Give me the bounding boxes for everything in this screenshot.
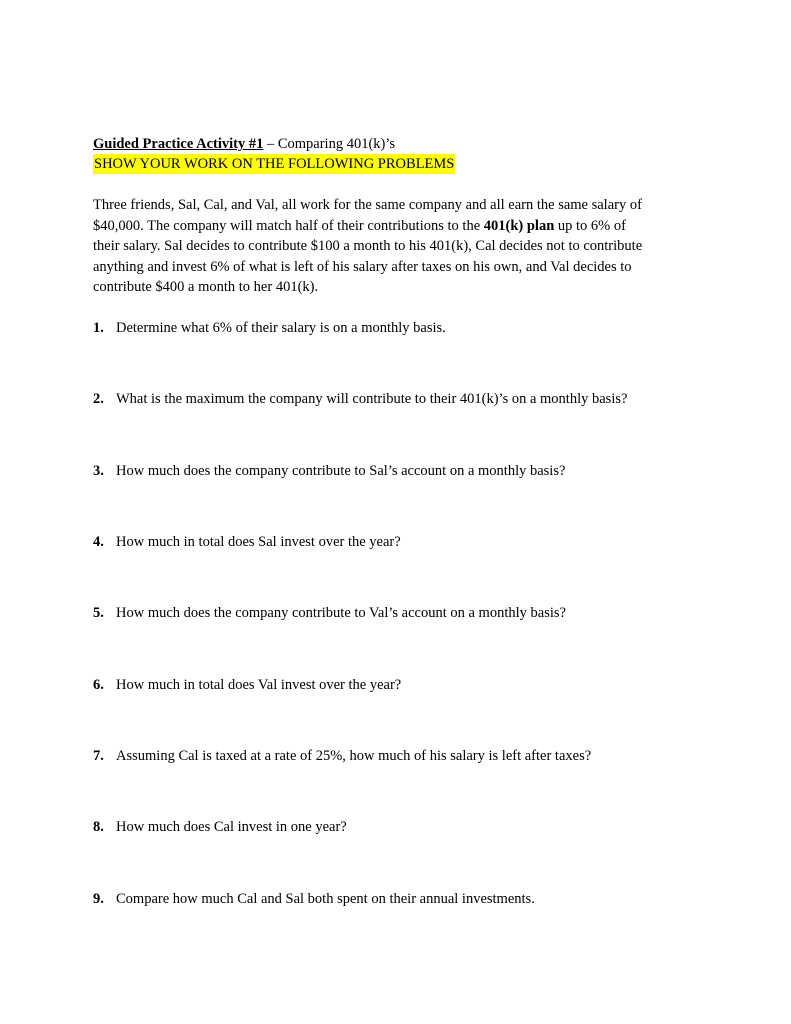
intro-line: Three friends, Sal, Cal, and Val, all work for the same company and all earn the same salary of <box>93 197 642 213</box>
question-item <box>93 817 347 837</box>
activity-heading <box>93 134 395 154</box>
title-separator: – <box>263 136 278 152</box>
question-text: How much in total does Sal invest over the year? <box>116 534 401 550</box>
question-text: How much does Cal invest in one year? <box>116 819 347 835</box>
activity-subtitle: Comparing 401(k)’s <box>277 136 396 152</box>
question-text: Compare how much Cal and Sal both spent on their annual investments. <box>116 891 535 907</box>
question-text: How much in total does Val invest over the year? <box>116 677 402 693</box>
question-number: 9. <box>93 891 104 907</box>
question-number: 2. <box>93 391 104 407</box>
question-item <box>93 389 627 409</box>
question-item <box>93 889 535 909</box>
question-item <box>93 461 565 481</box>
question-number: 5. <box>93 605 104 621</box>
intro-line: anything and invest 6% of what is left of his salary after taxes on his own, and Val decides to <box>93 258 632 275</box>
question-number: 4. <box>93 534 104 550</box>
question-text: How much does the company contribute to Sal’s account on a monthly basis? <box>116 463 566 479</box>
intro-line: contribute $400 a month to her 401(k). <box>93 279 319 296</box>
question-item <box>93 532 401 552</box>
question-text: Determine what 6% of their salary is on a monthly basis. <box>116 320 446 336</box>
question-text: What is the maximum the company will contribute to their 401(k)’s on a monthly basis? <box>116 391 628 407</box>
question-text: How much does the company contribute to Val’s account on a monthly basis? <box>116 605 566 621</box>
question-item <box>93 603 566 623</box>
intro-text: up to 6% of <box>554 217 626 234</box>
question-number: 7. <box>93 748 104 764</box>
intro-line <box>93 216 693 237</box>
activity-title: Guided Practice Activity #1 <box>93 136 264 152</box>
question-number: 1. <box>93 320 104 336</box>
question-number: 6. <box>93 677 104 693</box>
question-number: 3. <box>93 463 104 479</box>
question-item <box>93 746 591 766</box>
question-item <box>93 318 446 338</box>
question-number: 8. <box>93 819 104 835</box>
intro-paragraph <box>93 195 693 298</box>
question-item <box>93 675 401 695</box>
intro-line: their salary. Sal decides to contribute $100 a month to his 401(k), Cal decides not to contribute <box>93 238 643 255</box>
plan-term: 401(k) plan <box>483 217 555 234</box>
show-work-banner: SHOW YOUR WORK ON THE FOLLOWING PROBLEMS <box>94 156 455 172</box>
question-text: Assuming Cal is taxed at a rate of 25%, how much of his salary is left after taxes? <box>116 748 592 764</box>
intro-text: $40,000. The company will match half of their contributions to the <box>93 217 484 234</box>
